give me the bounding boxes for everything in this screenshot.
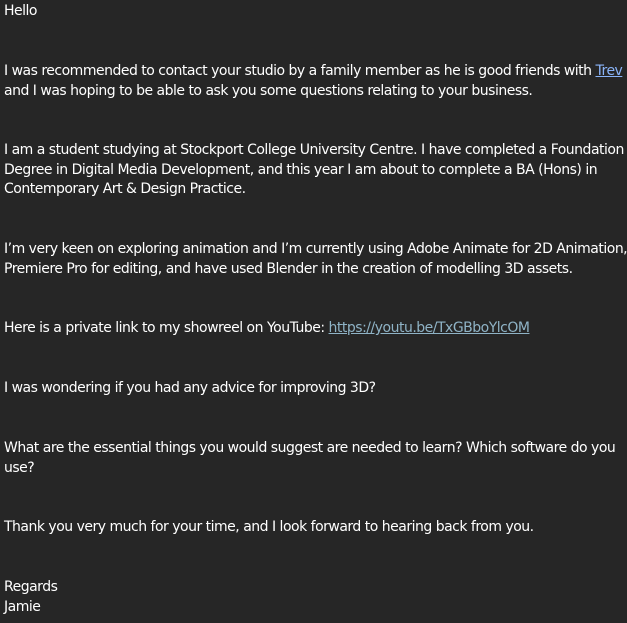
showreel-text: Here is a private link to my showreel on YouTube:	[4, 320, 329, 336]
thanks-text: Thank you very much for your time, and I look forward to hearing back from you.	[4, 519, 534, 535]
recommendation-line-1	[4, 62, 623, 82]
sender-name: Jamie	[4, 598, 41, 615]
paragraph-showreel	[4, 319, 600, 339]
student-line-3: Contemporary Art & Design Practice.	[4, 181, 246, 197]
showreel-youtube-link[interactable]: https://youtu.be/TxGBboYlcOM	[328, 320, 530, 336]
greeting-text: Hello	[4, 3, 37, 19]
student-line-1: I am a student studying at Stockport College University Centre. I have completed a Foundation	[4, 142, 624, 158]
essential-line-2: use?	[4, 459, 35, 476]
student-line-2: Degree in Digital Media Development, and this year I am about to complete a BA (Hons) in	[4, 161, 598, 178]
paragraph-essential	[4, 439, 616, 478]
essential-line-1: What are the essential things you would suggest are needed to learn? Which software do you	[4, 440, 616, 456]
paragraph-student	[4, 141, 624, 200]
paragraph-animation	[4, 240, 627, 279]
recommendation-line-2: and I was hoping to be able to ask you some questions relating to your business.	[4, 82, 533, 99]
animation-line-1: I’m very keen on exploring animation and I’m currently using Adobe Animate for 2D Animation,	[4, 241, 627, 257]
paragraph-thanks	[4, 518, 600, 538]
showreel-line	[4, 319, 600, 339]
paragraph-recommendation	[4, 62, 623, 101]
animation-line-2: Premiere Pro for editing, and have used Blender in the creation of modelling 3D assets.	[4, 260, 573, 277]
paragraph-advice	[4, 379, 600, 399]
advice-text: I was wondering if you had any advice for improving 3D?	[4, 380, 376, 396]
signature	[4, 578, 600, 617]
greeting	[4, 2, 600, 22]
signoff-text: Regards	[4, 579, 58, 595]
trev-link[interactable]: Trev	[595, 63, 623, 79]
recommendation-text: I was recommended to contact your studio by a family member as he is good friends with	[4, 63, 596, 79]
